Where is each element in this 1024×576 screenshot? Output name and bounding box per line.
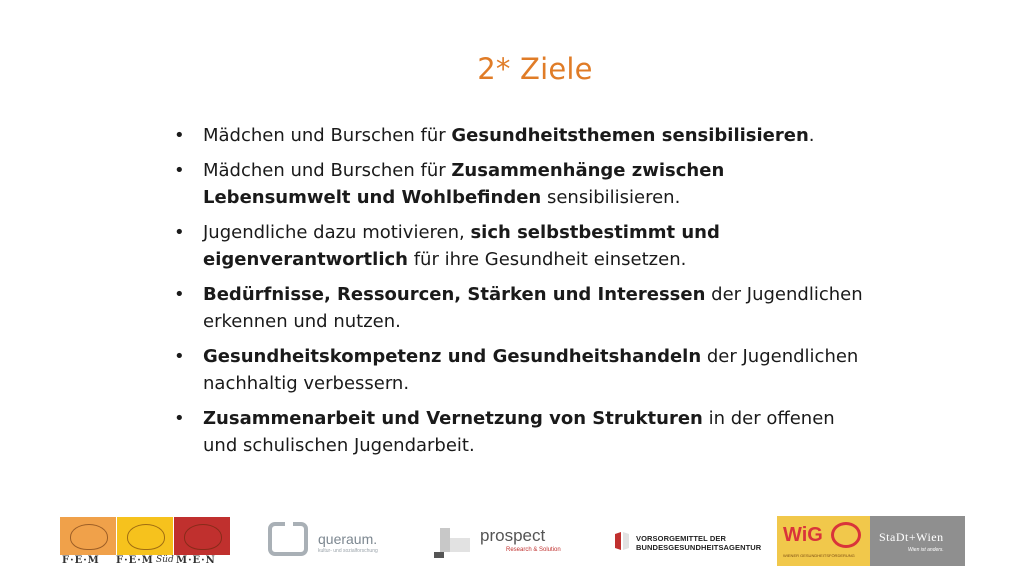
fem-sued-word: F·E·M bbox=[116, 555, 154, 566]
flag-mark-icon bbox=[614, 532, 630, 550]
bga-line-1: VORSORGEMITTEL DER bbox=[636, 534, 727, 543]
wig-name: WiG bbox=[783, 524, 823, 546]
face-icon bbox=[184, 524, 222, 550]
queraum-logo bbox=[268, 520, 398, 564]
queraum-name: queraum. bbox=[318, 531, 378, 547]
face-icon bbox=[70, 524, 108, 550]
goal-text: der Jugendlichen erkennen und nutzen. bbox=[203, 284, 863, 332]
wig-tagline: WIENER GESUNDHEITSFÖRDERUNG bbox=[783, 553, 855, 558]
fem-men-logo bbox=[60, 517, 230, 565]
goal-text: in der offenen und schulischen Jugendarbeit. bbox=[203, 408, 835, 456]
prospect-tagline: Research & Solution bbox=[506, 547, 561, 553]
goal-emphasis: sich selbstbestimmt und eigenverantwortlich bbox=[203, 222, 720, 270]
goal-item bbox=[174, 157, 874, 211]
fem-tile-orange bbox=[60, 517, 116, 555]
goal-emphasis: Zusammenhänge zwischen Lebensumwelt und Wohlbefinden bbox=[203, 160, 725, 208]
goal-list bbox=[174, 122, 874, 467]
fem-tile-red bbox=[174, 517, 230, 555]
fem-tile-yellow bbox=[117, 517, 173, 555]
bundesgesundheitsagentur-logo bbox=[614, 528, 764, 558]
prospect-name: prospect bbox=[480, 526, 546, 545]
goal-emphasis: Zusammenarbeit und Vernetzung von Strukturen bbox=[203, 408, 703, 429]
block-icon bbox=[434, 552, 444, 558]
goal-emphasis: Gesundheitskompetenz und Gesundheitshandeln bbox=[203, 346, 702, 367]
block-icon bbox=[450, 538, 470, 552]
partner-logos bbox=[0, 510, 1024, 570]
goal-emphasis: Bedürfnisse, Ressourcen, Stärken und Interessen bbox=[203, 284, 706, 305]
goal-text: der Jugendlichen nachhaltig verbessern. bbox=[203, 346, 859, 394]
goal-text: für ihre Gesundheit einsetzen. bbox=[407, 249, 687, 270]
goal-emphasis: Gesundheitsthemen sensibilisieren bbox=[451, 125, 809, 146]
fem-and-word: Süd bbox=[156, 555, 174, 565]
goal-text: Mädchen und Burschen für bbox=[203, 160, 452, 181]
prospect-logo bbox=[434, 524, 564, 564]
stadt-wien-name: StaDt+Wien bbox=[879, 530, 944, 544]
goal-text: sensibilisieren. bbox=[541, 187, 681, 208]
queraum-tagline: kultur- und sozialforschung bbox=[318, 548, 378, 554]
face-icon bbox=[127, 524, 165, 550]
goal-text: . bbox=[808, 125, 815, 146]
heart-swirl-icon bbox=[831, 522, 861, 548]
goal-text: Mädchen und Burschen für bbox=[203, 125, 452, 146]
goal-item bbox=[174, 219, 874, 273]
goal-item bbox=[174, 281, 874, 335]
slide-title: 2* Ziele bbox=[477, 52, 593, 86]
goal-text: Jugendliche dazu motivieren, bbox=[203, 222, 471, 243]
goal-item bbox=[174, 405, 874, 459]
stadt-wien-tagline: Wien ist anders. bbox=[908, 547, 944, 553]
fem-word: F·E·M bbox=[62, 555, 100, 566]
wig-logo bbox=[777, 516, 870, 566]
stadt-wien-logo bbox=[870, 516, 965, 566]
block-icon bbox=[440, 528, 450, 552]
goal-item bbox=[174, 122, 874, 149]
goal-item bbox=[174, 343, 874, 397]
bga-line-2: BUNDESGESUNDHEITSAGENTUR bbox=[636, 543, 762, 552]
men-word: M·E·N bbox=[176, 555, 216, 566]
